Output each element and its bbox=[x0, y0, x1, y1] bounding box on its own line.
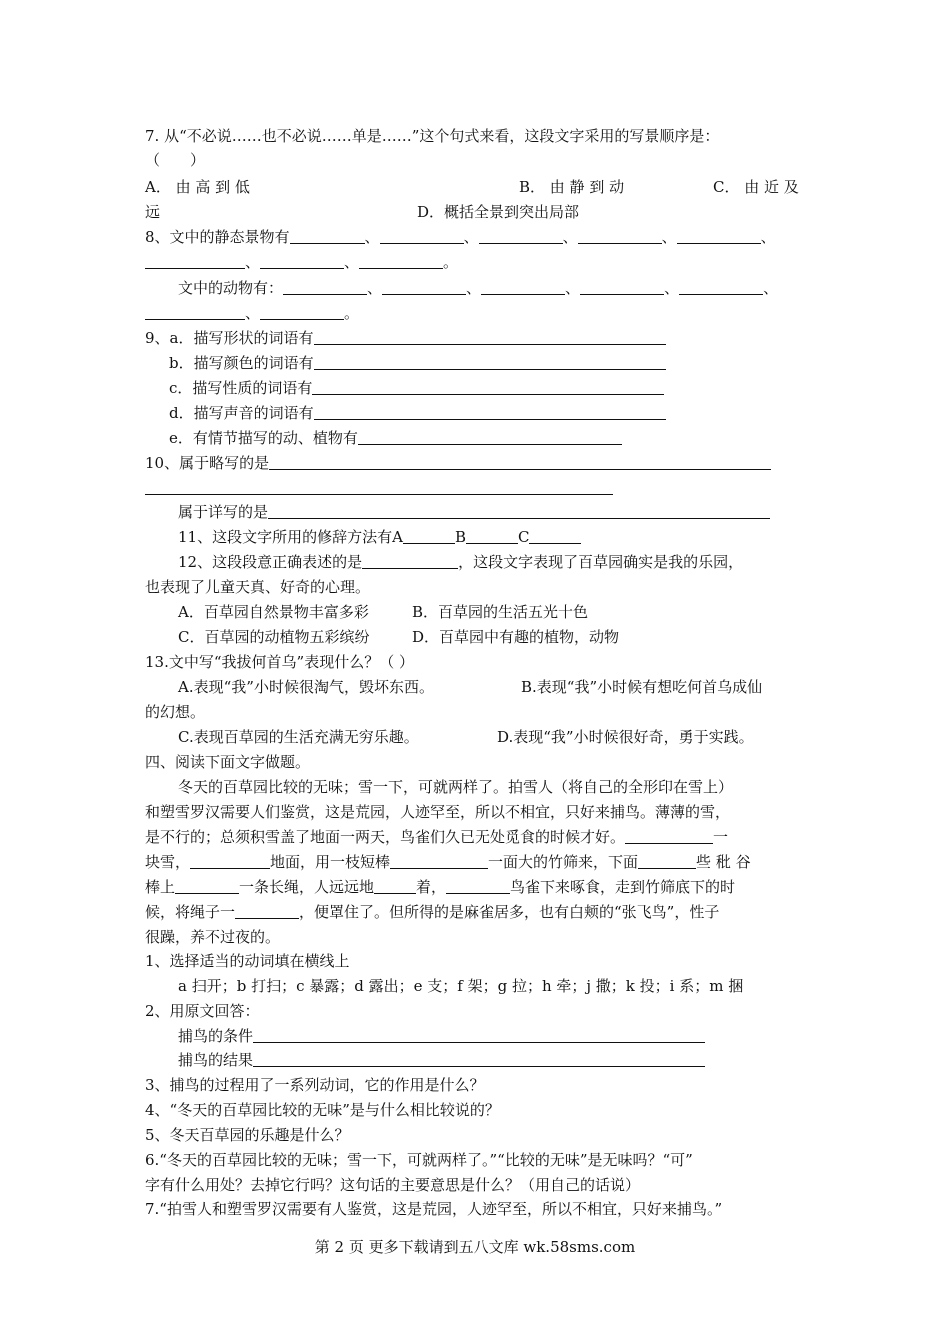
verb-blank[interactable] bbox=[190, 853, 270, 869]
blank[interactable] bbox=[380, 228, 464, 244]
blank[interactable] bbox=[382, 279, 466, 295]
q8-static-line: 8、文中的静态景物有 、 、 、 、 、 bbox=[145, 228, 776, 246]
sub-q5: 5、冬天百草园的乐趣是什么？ bbox=[145, 1126, 350, 1144]
passage-line-5: 棒上 一条长绳，人远远地 着， 鸟雀下来啄食，走到竹筛底下的时 bbox=[145, 878, 736, 896]
answer-blank[interactable] bbox=[314, 404, 666, 420]
q12-stem: 12、这段段意正确表述的是 ，这段文字表现了百草园确实是我的乐园， bbox=[178, 553, 744, 571]
q8-animals-line: 文中的动物有： 、 、 、 、 、 bbox=[178, 279, 779, 297]
q11: 11、这段文字所用的修辞方法有A B C bbox=[178, 527, 581, 547]
answer-blank[interactable] bbox=[268, 503, 770, 519]
q7-option-a: A． 由 高 到 低 bbox=[145, 178, 250, 196]
blank[interactable] bbox=[481, 279, 565, 295]
sub-q2-result: 捕鸟的结果 bbox=[178, 1050, 705, 1070]
sub-q4: 4、“冬天的百草园比较的无味”是与什么相比较说的？ bbox=[145, 1101, 500, 1119]
q8-animals-label: 文中的动物有： bbox=[178, 279, 284, 297]
blank[interactable] bbox=[145, 304, 245, 320]
q7-option-d: D．概括全景到突出局部 bbox=[417, 203, 580, 221]
blank[interactable] bbox=[283, 279, 367, 295]
blank[interactable] bbox=[679, 279, 763, 295]
verb-blank[interactable] bbox=[235, 903, 299, 919]
answer-blank[interactable] bbox=[312, 379, 664, 395]
blank[interactable] bbox=[359, 253, 443, 269]
answer-blank[interactable] bbox=[269, 454, 771, 470]
q13-stem: 13.文中写“我拔何首乌”表现什么？（ ） bbox=[145, 653, 414, 671]
blank[interactable] bbox=[290, 228, 365, 244]
blank[interactable] bbox=[580, 279, 664, 295]
q7-stem: 7. 从“不必说……也不必说……单是……”这个句式来看，这段文字采用的写景顺序是： bbox=[145, 127, 720, 145]
q7-option-b: B． 由 静 到 动 bbox=[519, 178, 625, 196]
answer-blank[interactable] bbox=[253, 1027, 705, 1043]
q9-a: 9、a．描写形状的词语有 bbox=[145, 328, 666, 348]
passage-line-3: 是不行的；总须积雪盖了地面一两天，鸟雀们久已无处觅食的时候才好。 一 bbox=[145, 828, 729, 846]
q12-option-d: D．百草园中有趣的植物，动物 bbox=[412, 628, 620, 646]
passage-line-7: 很躁，养不过夜的。 bbox=[145, 928, 281, 946]
answer-blank[interactable] bbox=[358, 429, 622, 445]
sub-q3: 3、捕鸟的过程用了一系列动词，它的作用是什么？ bbox=[145, 1076, 485, 1094]
q12-stem-cont: 也表现了儿童天真、好奇的心理。 bbox=[145, 578, 371, 596]
passage-line-6: 候，将绳子一 ，便罩住了。但所得的是麻雀居多，也有白颊的“张飞鸟”，性子 bbox=[145, 903, 720, 921]
q13-option-c: C.表现百草园的生活充满无穷乐趣。 bbox=[178, 728, 419, 746]
blank[interactable] bbox=[260, 304, 344, 320]
sub-q2: 2、用原文回答： bbox=[145, 1002, 260, 1020]
answer-blank[interactable] bbox=[314, 329, 666, 345]
blank-b[interactable] bbox=[466, 528, 518, 544]
passage-line-2: 和塑雪罗汉需要人们鉴赏，这是荒园，人迹罕至，所以不相宜，只好来捕鸟。薄薄的雪， bbox=[145, 803, 731, 821]
q8-animals-line-2: 、 。 bbox=[145, 303, 359, 323]
sub-q6-cont: 字有什么用处？去掉它行吗？这句话的主要意思是什么？（用自己的话说） bbox=[145, 1176, 641, 1194]
answer-blank[interactable] bbox=[314, 354, 666, 370]
page-footer: 第 2 页 更多下载请到五八文库 wk.58sms.com bbox=[314, 1238, 636, 1256]
verb-blank[interactable] bbox=[390, 853, 488, 869]
q8-static-line-2: 、 、 。 bbox=[145, 252, 458, 272]
passage-line-4: 块雪， 地面，用一枝短棒 一面大的竹筛来，下面 些 秕 谷 bbox=[145, 853, 751, 871]
sub-q1: 1、选择适当的动词填在横线上 bbox=[145, 952, 350, 970]
blank[interactable] bbox=[578, 228, 662, 244]
q13-option-d: D.表现“我”小时候很好奇，勇于实践。 bbox=[497, 728, 754, 746]
q9-c: c．描写性质的词语有 bbox=[169, 378, 664, 398]
answer-blank[interactable] bbox=[362, 553, 458, 569]
q9-e: e．有情节描写的动、植物有 bbox=[169, 428, 622, 448]
verb-blank[interactable] bbox=[374, 878, 416, 894]
q8-label: 8、文中的静态景物有 bbox=[145, 228, 290, 246]
q13-option-b-cont: 的幻想。 bbox=[145, 703, 206, 721]
passage-line-1: 冬天的百草园比较的无味；雪一下，可就两样了。拍雪人（将自己的全形印在雪上） bbox=[178, 778, 734, 796]
blank[interactable] bbox=[145, 253, 245, 269]
q7-paren: （ ） bbox=[145, 151, 206, 169]
sub-q2-condition: 捕鸟的条件 bbox=[178, 1026, 705, 1046]
blank[interactable] bbox=[479, 228, 563, 244]
blank[interactable] bbox=[260, 253, 344, 269]
q7-option-c: C． 由 近 及 bbox=[713, 178, 799, 196]
answer-blank[interactable] bbox=[253, 1051, 705, 1067]
q10-brief: 10、属于略写的是 bbox=[145, 453, 771, 473]
section4-heading: 四、阅读下面文字做题。 bbox=[145, 753, 311, 771]
q13-option-b: B.表现“我”小时候有想吃何首乌成仙 bbox=[521, 678, 763, 696]
sub-q6: 6.“冬天的百草园比较的无味；雪一下，可就两样了。”“比较的无味”是无味吗？“可” bbox=[145, 1151, 693, 1169]
q13-option-a: A.表现“我”小时候很淘气，毁坏东西。 bbox=[178, 678, 434, 696]
q9-b: b．描写颜色的词语有 bbox=[169, 353, 666, 373]
q9-d: d．描写声音的词语有 bbox=[169, 403, 666, 423]
verb-blank[interactable] bbox=[638, 853, 696, 869]
q12-option-b: B．百草园的生活五光十色 bbox=[412, 603, 589, 621]
blank[interactable] bbox=[677, 228, 761, 244]
answer-blank[interactable] bbox=[145, 479, 613, 495]
q10-detail: 属于详写的是 bbox=[178, 502, 770, 522]
q10-brief-cont bbox=[145, 478, 613, 498]
verb-blank[interactable] bbox=[175, 878, 239, 894]
verb-blank[interactable] bbox=[625, 828, 713, 844]
sub-q1-word-bank: a 扫开；b 打扫；c 暴露；d 露出；e 支；f 架；g 拉；h 牵；j 撒；k 投；i 系；m 捆 bbox=[178, 977, 744, 995]
q7-option-c-cont: 远 bbox=[145, 203, 161, 221]
q12-option-c: C．百草园的动植物五彩缤纷 bbox=[178, 628, 370, 646]
verb-blank[interactable] bbox=[446, 878, 510, 894]
q12-option-a: A．百草园自然景物丰富多彩 bbox=[178, 603, 369, 621]
sub-q7: 7.“拍雪人和塑雪罗汉需要有人鉴赏，这是荒园，人迹罕至，所以不相宜，只好来捕鸟。” bbox=[145, 1200, 723, 1218]
blank-c[interactable] bbox=[529, 528, 581, 544]
blank-a[interactable] bbox=[403, 528, 455, 544]
